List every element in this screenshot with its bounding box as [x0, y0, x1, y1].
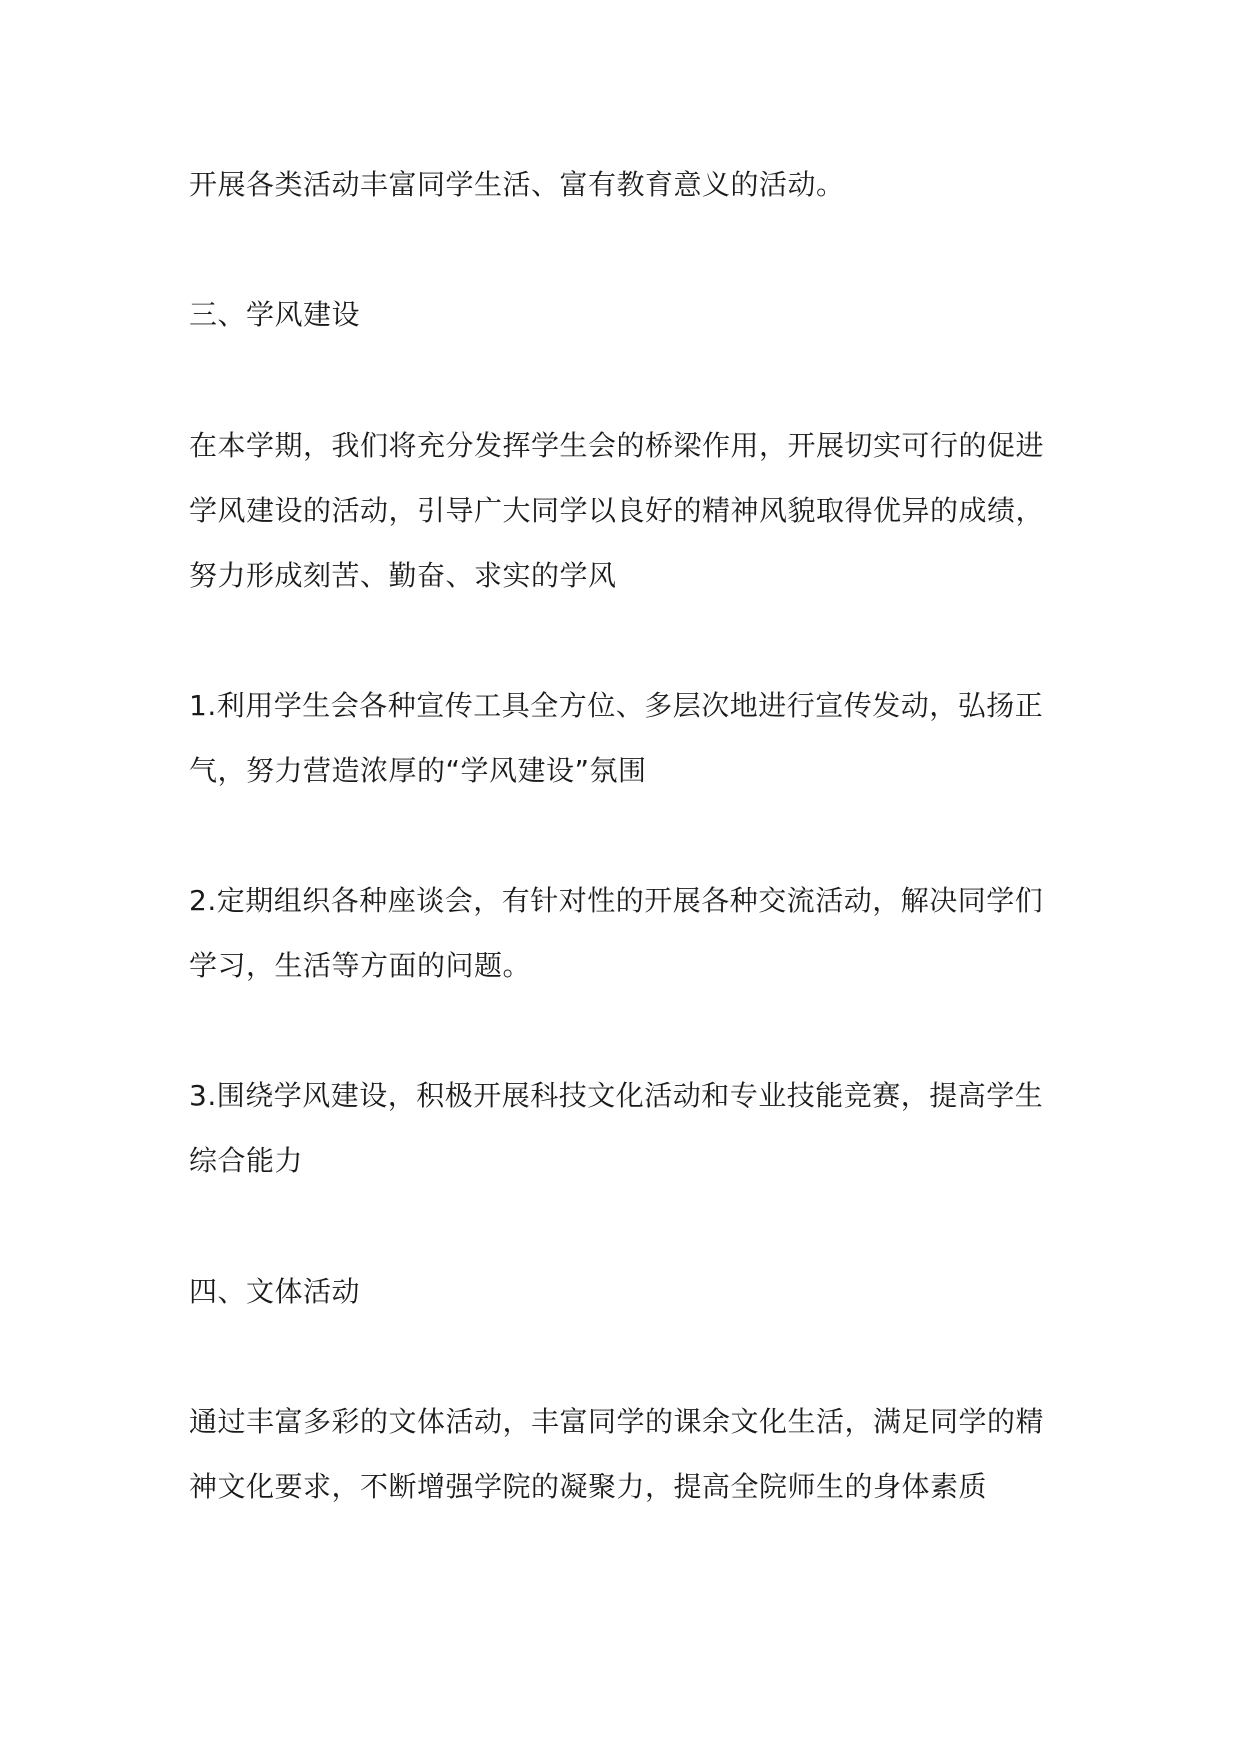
paragraph-line: 努力形成刻苦、勤奋、求实的学风: [189, 559, 617, 592]
paragraph-line: 开展各类活动丰富同学生活、富有教育意义的活动。: [189, 168, 845, 201]
list-item-line: 综合能力: [189, 1144, 304, 1177]
list-item-line: 学习，生活等方面的问题。: [189, 949, 532, 982]
section-heading: 三、学风建设: [189, 298, 361, 331]
list-item-line: 气，努力营造浓厚的“学风建设”氛围: [189, 754, 647, 787]
list-item-line: 1.利用学生会各种宣传工具全方位、多层次地进行宣传发动，弘扬正: [189, 689, 1044, 722]
paragraph-line: 通过丰富多彩的文体活动，丰富同学的课余文化生活，满足同学的精: [189, 1405, 1045, 1438]
list-item-line: 2.定期组织各种座谈会，有针对性的开展各种交流活动，解决同学们: [189, 884, 1044, 917]
paragraph-line: 神文化要求，不断增强学院的凝聚力，提高全院师生的身体素质: [189, 1470, 988, 1503]
paragraph-line: 在本学期，我们将充分发挥学生会的桥梁作用，开展切实可行的促进: [189, 429, 1045, 462]
list-item-line: 3.围绕学风建设，积极开展科技文化活动和专业技能竞赛，提高学生: [189, 1079, 1044, 1112]
section-heading: 四、文体活动: [189, 1275, 361, 1308]
paragraph-line: 学风建设的活动，引导广大同学以良好的精神风貌取得优异的成绩，: [189, 494, 1045, 527]
